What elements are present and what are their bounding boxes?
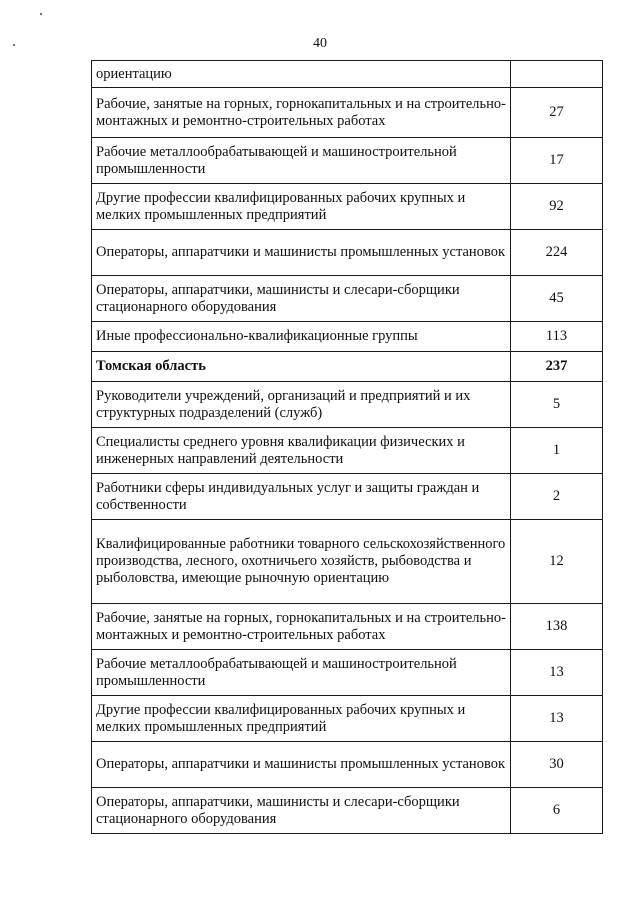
table-row — [92, 474, 603, 520]
row-label: Специалисты среднего уровня квалификации физических и инженерных направлений деятельности — [92, 428, 511, 474]
table-row — [92, 276, 603, 322]
row-label: Рабочие, занятые на горных, горнокапитальных и на строительно-монтажных и ремонтно-строительных работах — [92, 88, 511, 138]
row-value: 17 — [511, 138, 603, 184]
table-row — [92, 61, 603, 88]
row-value — [511, 61, 603, 88]
table-row — [92, 604, 603, 650]
row-value: 2 — [511, 474, 603, 520]
row-value: 27 — [511, 88, 603, 138]
table-row — [92, 230, 603, 276]
table-row-region-total — [92, 352, 603, 382]
table-row — [92, 650, 603, 696]
row-value: 6 — [511, 788, 603, 834]
page-number: 40 — [313, 36, 327, 51]
row-value: 1 — [511, 428, 603, 474]
table-row — [92, 428, 603, 474]
row-value: 224 — [511, 230, 603, 276]
table-row — [92, 788, 603, 834]
table-row — [92, 382, 603, 428]
row-label: Другие профессии квалифицированных рабочих крупных и мелких промышленных предприятий — [92, 184, 511, 230]
table-row — [92, 520, 603, 604]
region-total-value: 237 — [511, 352, 603, 382]
row-label: Операторы, аппаратчики, машинисты и слесари-сборщики стационарного оборудования — [92, 276, 511, 322]
table-row — [92, 696, 603, 742]
row-label: Рабочие металлообрабатывающей и машиностроительной промышленности — [92, 138, 511, 184]
table-row — [92, 88, 603, 138]
scan-speck — [40, 13, 42, 15]
row-value: 13 — [511, 650, 603, 696]
row-value: 92 — [511, 184, 603, 230]
region-label: Томская область — [92, 352, 511, 382]
row-value: 113 — [511, 322, 603, 352]
row-label: Рабочие металлообрабатывающей и машиностроительной промышленности — [92, 650, 511, 696]
row-label: ориентацию — [92, 61, 511, 88]
table-row — [92, 138, 603, 184]
row-value: 138 — [511, 604, 603, 650]
row-label: Операторы, аппаратчики, машинисты и слесари-сборщики стационарного оборудования — [92, 788, 511, 834]
table-row — [92, 322, 603, 352]
row-label: Операторы, аппаратчики и машинисты промышленных установок — [92, 742, 511, 788]
row-label: Руководители учреждений, организаций и предприятий и их структурных подразделений (служб) — [92, 382, 511, 428]
row-value: 45 — [511, 276, 603, 322]
row-value: 13 — [511, 696, 603, 742]
row-value: 12 — [511, 520, 603, 604]
occupation-table — [91, 60, 603, 834]
row-label: Квалифицированные работники товарного сельскохозяйственного производства, лесного, охотничьего хозяйств, рыбоводства и рыболовства, имеющие рыночную ориентацию — [92, 520, 511, 604]
row-label: Операторы, аппаратчики и машинисты промышленных установок — [92, 230, 511, 276]
row-value: 5 — [511, 382, 603, 428]
row-label: Работники сферы индивидуальных услуг и защиты граждан и собственности — [92, 474, 511, 520]
table-row — [92, 742, 603, 788]
row-label: Другие профессии квалифицированных рабочих крупных и мелких промышленных предприятий — [92, 696, 511, 742]
table-row — [92, 184, 603, 230]
row-value: 30 — [511, 742, 603, 788]
row-label: Рабочие, занятые на горных, горнокапитальных и на строительно-монтажных и ремонтно-строительных работах — [92, 604, 511, 650]
row-label: Иные профессионально-квалификационные группы — [92, 322, 511, 352]
